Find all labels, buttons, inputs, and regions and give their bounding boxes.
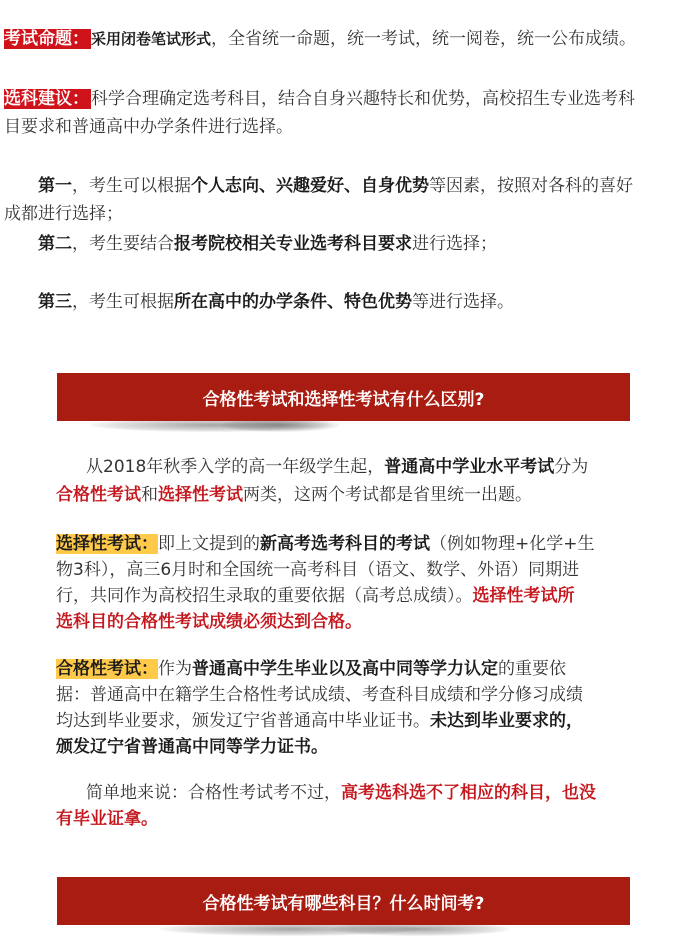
selective-line4 (56, 609, 362, 635)
first-text1: ，考生可以根据 (72, 176, 191, 196)
qualifying-line3-bold: 未达到毕业要求的， (430, 711, 583, 731)
intro-and: 和 (141, 485, 158, 505)
third-text2: 等进行选择。 (412, 292, 514, 312)
qualifying-text1: 作为 (158, 659, 192, 679)
qualifying-text2: 的重要依 (498, 659, 566, 679)
qualifying-line4 (56, 734, 328, 760)
subject-advice-line2: 目要求和普通高中办学条件进行选择。 (4, 117, 293, 137)
third-lead: 第三 (38, 292, 72, 312)
subject-advice-label: 选科建议： (4, 89, 89, 109)
section-banner-difference (57, 373, 630, 421)
subject-advice-text: 科学合理确定选考科目，结合自身兴趣特长和优势，高校招生专业选考科 (91, 89, 635, 109)
second-text2: 进行选择； (412, 234, 497, 254)
exam-format-text: ，全省统一命题，统一考试，统一阅卷，统一公布成绩。 (211, 29, 637, 49)
second-lead: 第二 (38, 234, 72, 254)
exam-format-paragraph (4, 26, 636, 52)
summary-red2: 有毕业证拿。 (56, 809, 158, 829)
qualifying-label: 合格性考试： (56, 659, 158, 679)
exam-format-bold: 采用闭卷笔试形式 (91, 30, 212, 48)
first-lead: 第一 (38, 176, 72, 196)
summary-line2 (56, 806, 158, 832)
summary-text1: 简单地来说：合格性考试考不过， (86, 783, 341, 803)
qualifying-bold: 普通高中学生毕业以及高中同等学力认定 (192, 659, 498, 679)
exam-format-label: 考试命题： (4, 29, 89, 49)
first-text2: 等因素，按照对各科的喜好 (429, 176, 633, 196)
selective-label: 选择性考试： (56, 534, 158, 554)
summary-red1: 高考选科选不了相应的科目，也没 (341, 783, 596, 803)
qualifying-line3-text: 均达到毕业要求，颁发辽宁省普通高中毕业证书。 (56, 711, 430, 731)
qualifying-line3 (56, 708, 583, 734)
first-point-line1 (38, 173, 633, 199)
third-text1: ，考生可根据 (72, 292, 174, 312)
second-text1: ，考生要结合 (72, 234, 174, 254)
third-point (38, 289, 514, 315)
section-banner-subjects (57, 877, 630, 925)
selective-text2: （例如物理+化学+生 (430, 534, 595, 554)
intro-line1 (86, 454, 588, 480)
intro-text1: 从2018年秋季入学的高一年级学生起， (86, 457, 385, 477)
selective-line3 (56, 583, 575, 609)
selective-line3-text: 行，共同作为高校招生录取的重要依据（高考总成绩）。 (56, 586, 473, 606)
intro-bold: 普通高中学业水平考试 (384, 457, 555, 477)
qualifying-line4-bold: 颁发辽宁省普通高中同等学力证书。 (56, 737, 328, 757)
qualifying-line1 (56, 656, 566, 682)
selective-line3-red: 选择性考试所 (472, 586, 575, 606)
intro-red-selective: 选择性考试 (158, 485, 243, 505)
selective-bold: 新高考选考科目的考试 (260, 534, 430, 554)
intro-red-qualifying: 合格性考试 (56, 485, 141, 505)
third-bold: 所在高中的办学条件、特色优势 (174, 292, 412, 312)
banner-title: 合格性考试和选择性考试有什么区别? (202, 389, 485, 410)
selective-text1: 即上文提到的 (158, 534, 260, 554)
intro-line2 (56, 482, 532, 508)
banner-title: 合格性考试有哪些科目？什么时间考? (202, 893, 485, 914)
first-bold: 个人志向、兴趣爱好、自身优势 (191, 176, 429, 196)
subject-advice-line1 (4, 86, 635, 112)
qualifying-line2: 据：普通高中在籍学生合格性考试成绩、考查科目成绩和学分修习成绩 (56, 685, 583, 705)
selective-line1 (56, 531, 595, 557)
selective-line4-red: 选科目的合格性考试成绩必须达到合格。 (56, 612, 362, 632)
selective-line2: 物3科），高三6月时和全国统一高考科目（语文、数学、外语）同期进 (56, 560, 580, 580)
second-point (38, 231, 497, 257)
intro-text3: 两类，这两个考试都是省里统一出题。 (243, 485, 532, 505)
intro-text2: 分为 (554, 457, 589, 477)
summary-line1 (86, 780, 596, 806)
second-bold: 报考院校相关专业选考科目要求 (174, 234, 412, 254)
first-point-line2: 成都进行选择； (4, 204, 123, 224)
